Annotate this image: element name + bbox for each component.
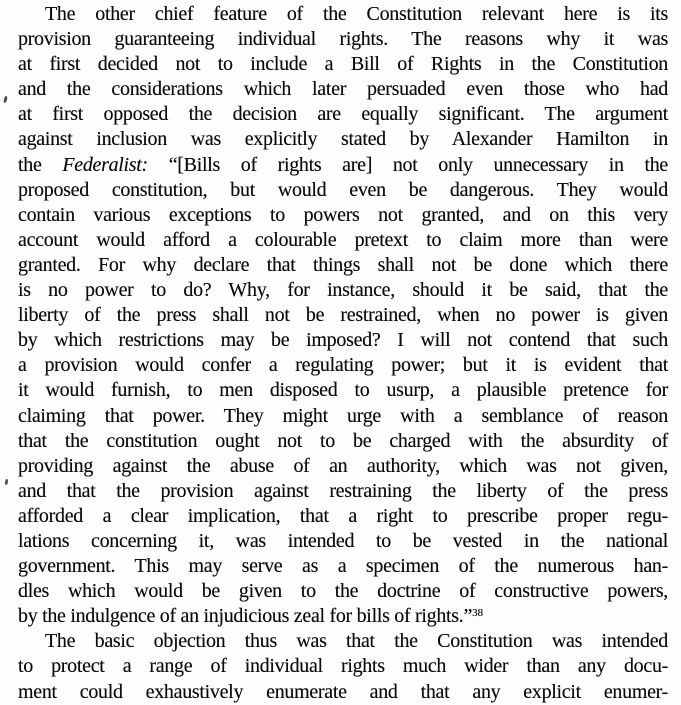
body-text: to protect a range of individual rights much wider than any docu- bbox=[18, 655, 668, 678]
text-line bbox=[18, 504, 668, 529]
text-line bbox=[18, 303, 668, 328]
body-text: claiming that power. They might urge with a semblance of reason bbox=[18, 404, 668, 427]
body-text: lations concerning it, was intended to be vested in the national bbox=[18, 529, 668, 552]
body-text: against inclusion was explicitly stated by Alexander Hamilton in bbox=[18, 128, 668, 151]
text-line bbox=[18, 102, 668, 127]
body-text: by the indulgence of an injudicious zeal for bills of rights.” bbox=[18, 605, 473, 628]
text-line bbox=[18, 378, 668, 403]
body-text: granted. For why declare that things shall not be done which there bbox=[18, 253, 668, 276]
body-text: at first decided not to include a Bill of Rights in the Constitution bbox=[18, 53, 668, 76]
text-block bbox=[18, 2, 668, 705]
body-text: account would afford a colourable pretext to claim more than were bbox=[18, 228, 668, 251]
text-line bbox=[18, 353, 668, 378]
body-text: the bbox=[18, 153, 63, 176]
body-text: providing against the abuse of an authority, which was not given, bbox=[18, 454, 668, 477]
text-line bbox=[18, 2, 668, 27]
body-text: and that the provision against restraining the liberty of the press bbox=[18, 479, 668, 502]
body-text: provision guaranteeing individual rights. The reasons why it was bbox=[18, 28, 668, 51]
body-text: “[Bills of rights are] not only unnecessary in the bbox=[147, 153, 668, 176]
text-line bbox=[18, 127, 668, 152]
body-text: a provision would confer a regulating power; but it is evident that bbox=[18, 354, 668, 377]
text-line bbox=[18, 654, 668, 679]
text-line bbox=[18, 429, 668, 454]
text-line bbox=[18, 479, 668, 504]
text-line bbox=[18, 604, 668, 629]
footnote-reference: 38 bbox=[472, 607, 484, 620]
text-line bbox=[18, 178, 668, 203]
text-line bbox=[18, 328, 668, 353]
text-line bbox=[18, 629, 668, 654]
italic-text: Federalist: bbox=[62, 153, 148, 176]
body-text: contain various exceptions to powers not granted, and on this very bbox=[18, 203, 668, 226]
text-line bbox=[18, 228, 668, 253]
body-text: by which restrictions may be imposed? I will not contend that such bbox=[18, 329, 668, 352]
text-line bbox=[18, 27, 668, 52]
text-line bbox=[18, 52, 668, 77]
text-line bbox=[18, 253, 668, 278]
body-text: is no power to do? Why, for instance, should it be said, that the bbox=[18, 279, 668, 302]
body-text: liberty of the press shall not be restrained, when no power is given bbox=[18, 304, 668, 327]
body-text: The basic objection thus was that the Constitution was intended bbox=[45, 630, 668, 653]
body-text: that the constitution ought not to be charged with the absurdity of bbox=[18, 429, 668, 452]
text-line bbox=[18, 554, 668, 579]
text-line bbox=[18, 579, 668, 604]
text-line bbox=[18, 404, 668, 429]
body-text: at first opposed the decision are equally significant. The argument bbox=[18, 103, 668, 126]
body-text: The other chief feature of the Constitution relevant here is its bbox=[45, 3, 668, 25]
body-text: afforded a clear implication, that a right to prescribe proper regu- bbox=[18, 504, 668, 527]
body-text: ment could exhaustively enumerate and that any explicit enumer- bbox=[18, 680, 668, 703]
text-line bbox=[18, 454, 668, 479]
body-text: proposed constitution, but would even be dangerous. They would bbox=[18, 178, 668, 201]
body-text: government. This may serve as a specimen of the numerous han- bbox=[18, 555, 668, 578]
text-line bbox=[18, 278, 668, 303]
text-line bbox=[18, 529, 668, 554]
text-line bbox=[18, 77, 668, 102]
body-text: dles which would be given to the doctrine of constructive powers, bbox=[18, 580, 668, 603]
body-text: and the considerations which later persuaded even those who had bbox=[18, 78, 668, 101]
text-line bbox=[18, 203, 668, 228]
text-line bbox=[18, 153, 668, 178]
body-text: it would furnish, to men disposed to usurp, a plausible pretence for bbox=[18, 379, 668, 402]
text-line bbox=[18, 680, 668, 705]
